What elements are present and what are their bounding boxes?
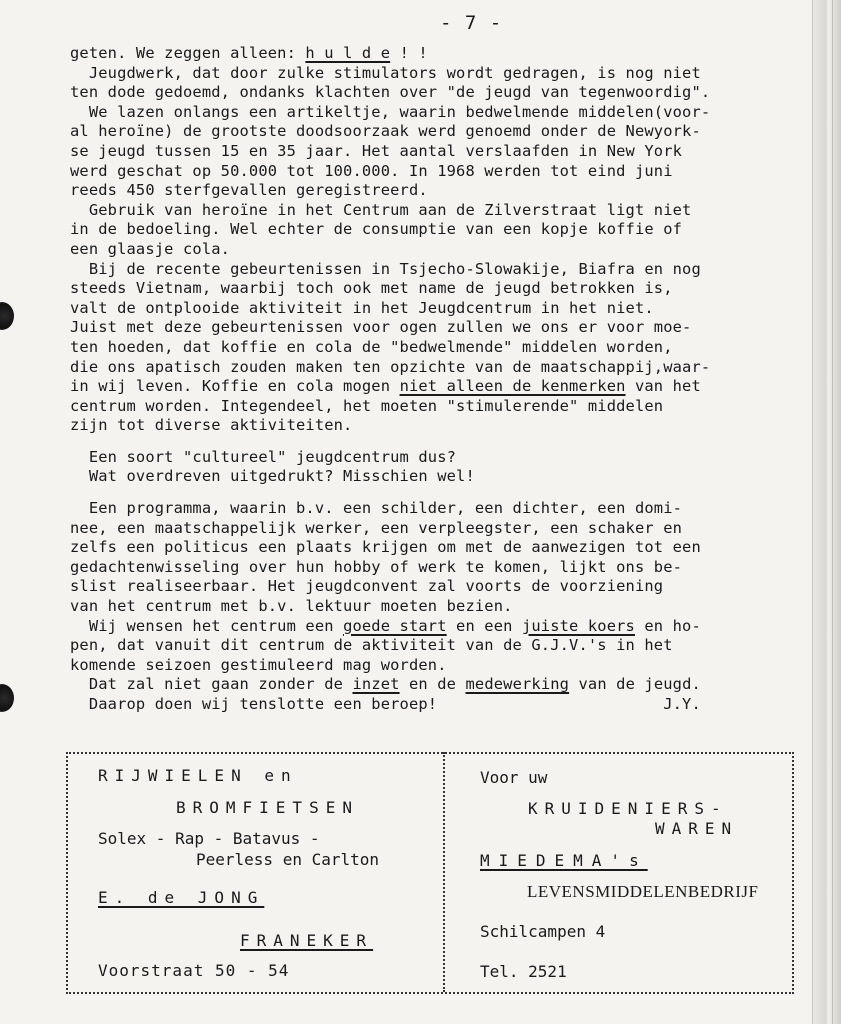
article-line xyxy=(70,279,710,299)
page-edge-line xyxy=(832,0,833,1024)
ad-right-name: MIEDEMA's xyxy=(480,851,648,870)
underlined-text: inzet xyxy=(352,675,400,694)
text-segment: valt de ontplooide aktiviteit in het Jeugdcentrum in het niet. xyxy=(70,298,654,317)
text-segment: ! ! xyxy=(390,44,428,62)
text-segment: Wij wensen het centrum een xyxy=(70,616,344,635)
article-line xyxy=(70,577,710,597)
article-line xyxy=(70,487,710,499)
article-line xyxy=(70,558,710,578)
underlined-text: h u l d e xyxy=(305,44,391,62)
ad-right-intro: Voor uw xyxy=(480,768,548,787)
text-segment: We lazen onlangs een artikeltje, waarin bedwelmende middelen(voor- xyxy=(70,102,711,121)
text-segment: van het xyxy=(625,377,701,396)
text-segment: Juist met deze gebeurtenissen voor ogen zullen we ons er voor moe- xyxy=(70,318,692,337)
article-line xyxy=(70,656,710,676)
text-segment: gedachtenwisseling over hun hobby of werk te komen, lijkt ons be- xyxy=(70,557,683,576)
article-line xyxy=(70,499,710,519)
article-line xyxy=(70,299,710,319)
text-segment: en een xyxy=(446,616,522,635)
article-line xyxy=(70,44,710,64)
page-number: - 7 - xyxy=(440,12,503,34)
article-line xyxy=(70,675,710,695)
article-line xyxy=(70,338,710,358)
article-line xyxy=(70,181,710,201)
ad-left-brands: Solex - Rap - Batavus - xyxy=(98,829,320,848)
text-segment: werd geschat op 50.000 tot 100.000. In 1968 werden tot eind juni xyxy=(70,161,673,180)
text-segment: Daarop doen wij tenslotte een beroep! J.Y. xyxy=(70,695,701,713)
text-segment: in de bedoeling. Wel echter de consumptie van een kopje koffie of xyxy=(70,220,683,239)
text-segment: pen, dat vanuit dit centrum de aktiviteit van de G.J.V.'s in het xyxy=(70,636,673,655)
text-segment: Een programma, waarin b.v. een schilder, een dichter, een domi- xyxy=(70,499,683,518)
article-line xyxy=(70,201,710,221)
underlined-text: juiste koers xyxy=(521,616,635,635)
text-segment: Jeugdwerk, dat door zulke stimulators wordt gedragen, is nog niet xyxy=(70,63,701,82)
text-segment: Gebruik van heroïne in het Centrum aan de Zilverstraat ligt niet xyxy=(70,200,692,219)
text-segment: slist realiseerbaar. Het jeugdconvent zal voorts de voorziening xyxy=(70,577,664,596)
ad-left-line2: BROMFIETSEN xyxy=(176,798,359,817)
ad-right-address: Schilcampen 4 xyxy=(480,922,606,941)
article-line xyxy=(70,695,710,715)
article-line xyxy=(70,377,710,397)
article-line xyxy=(70,538,710,558)
article-line xyxy=(70,436,710,448)
ad-right-line2: WAREN xyxy=(655,819,739,838)
text-segment: steeds Vietnam, waarbij toch ook met name de jeugd betrokken is, xyxy=(70,279,673,298)
article-line xyxy=(70,240,710,260)
article-line xyxy=(70,64,710,84)
text-segment: Bij de recente gebeurtenissen in Tsjecho-Slowakije, Biafra en nog xyxy=(70,259,701,278)
article-line xyxy=(70,220,710,240)
text-segment: zijn tot diverse aktiviteiten. xyxy=(70,416,353,435)
text-segment: een glaasje cola. xyxy=(70,239,231,258)
text-segment: reeds 450 sterfgevallen geregistreerd. xyxy=(70,181,428,200)
underlined-text: medewerking xyxy=(465,675,570,694)
text-segment: ten dode gedoemd, ondanks klachten over "de jeugd van tegenwoordig". xyxy=(70,83,711,102)
article-line xyxy=(70,519,710,539)
ad-left-line1: RIJWIELEN en xyxy=(98,766,298,785)
text-segment: Een soort "cultureel" jeugdcentrum dus? xyxy=(70,447,457,466)
article-body xyxy=(70,44,710,715)
text-segment: komende seizoen gestimuleerd mag worden. xyxy=(70,655,447,674)
text-segment: ten hoeden, dat koffie en cola de "bedwelmende" middelen worden, xyxy=(70,337,673,356)
ad-left-brands-2: Peerless en Carlton xyxy=(196,850,380,869)
ad-right-line1: KRUIDENIERS- xyxy=(528,799,728,818)
article-line xyxy=(70,448,710,468)
advertisement-divider xyxy=(443,752,445,992)
text-segment: centrum worden. Integendeel, het moeten "stimulerende" middelen xyxy=(70,396,664,415)
text-segment: geten. We zeggen alleen: xyxy=(70,44,306,62)
text-segment: die ons apatisch zouden maken ten opzichte van de maatschappij,waar- xyxy=(70,357,711,376)
ad-right-phone: Tel. 2521 xyxy=(480,962,567,981)
text-segment: Dat zal niet gaan zonder de xyxy=(70,675,353,694)
ad-left-address: Voorstraat 50 - 54 xyxy=(98,961,290,980)
advertisement-box xyxy=(66,752,794,994)
article-line xyxy=(70,83,710,103)
article-line xyxy=(70,142,710,162)
article-line xyxy=(70,416,710,436)
text-segment: in wij leven. Koffie en cola mogen xyxy=(70,377,400,396)
text-segment: se jeugd tussen 15 en 35 jaar. Het aantal verslaafden in New York xyxy=(70,141,683,160)
underlined-text: goede start xyxy=(343,616,447,635)
article-line xyxy=(70,397,710,417)
underlined-text: niet alleen de kenmerken xyxy=(399,377,626,396)
article-line xyxy=(70,162,710,182)
article-line xyxy=(70,122,710,142)
page-edge xyxy=(812,0,841,1024)
text-segment: en ho- xyxy=(634,616,701,635)
ad-left-city: FRANEKER xyxy=(240,931,374,950)
text-segment: van de jeugd. xyxy=(569,675,701,694)
article-line xyxy=(70,597,710,617)
article-line xyxy=(70,617,710,637)
text-segment: en de xyxy=(399,675,466,694)
text-segment: van het centrum met b.v. lektuur moeten bezien. xyxy=(70,597,513,616)
text-segment: al heroïne) de grootste doodsoorzaak werd genoemd onder de Newyork- xyxy=(70,122,701,141)
article-line xyxy=(70,318,710,338)
punch-hole-bottom xyxy=(0,684,14,712)
ad-left-name: E. de JONG xyxy=(98,888,265,907)
text-segment: zelfs een politicus een plaats krijgen om met de aanwezigen tot een xyxy=(70,538,701,557)
ad-right-business: LEVENSMIDDELENBEDRIJF xyxy=(527,882,759,901)
text-segment: Wat overdreven uitgedrukt? Misschien wel! xyxy=(70,467,475,486)
article-line xyxy=(70,260,710,280)
article-line xyxy=(70,103,710,123)
article-line xyxy=(70,467,710,487)
punch-hole-top xyxy=(0,302,14,330)
article-line xyxy=(70,358,710,378)
article-line xyxy=(70,636,710,656)
text-segment: nee, een maatschappelijk werker, een verpleegster, een schaker en xyxy=(70,518,683,537)
